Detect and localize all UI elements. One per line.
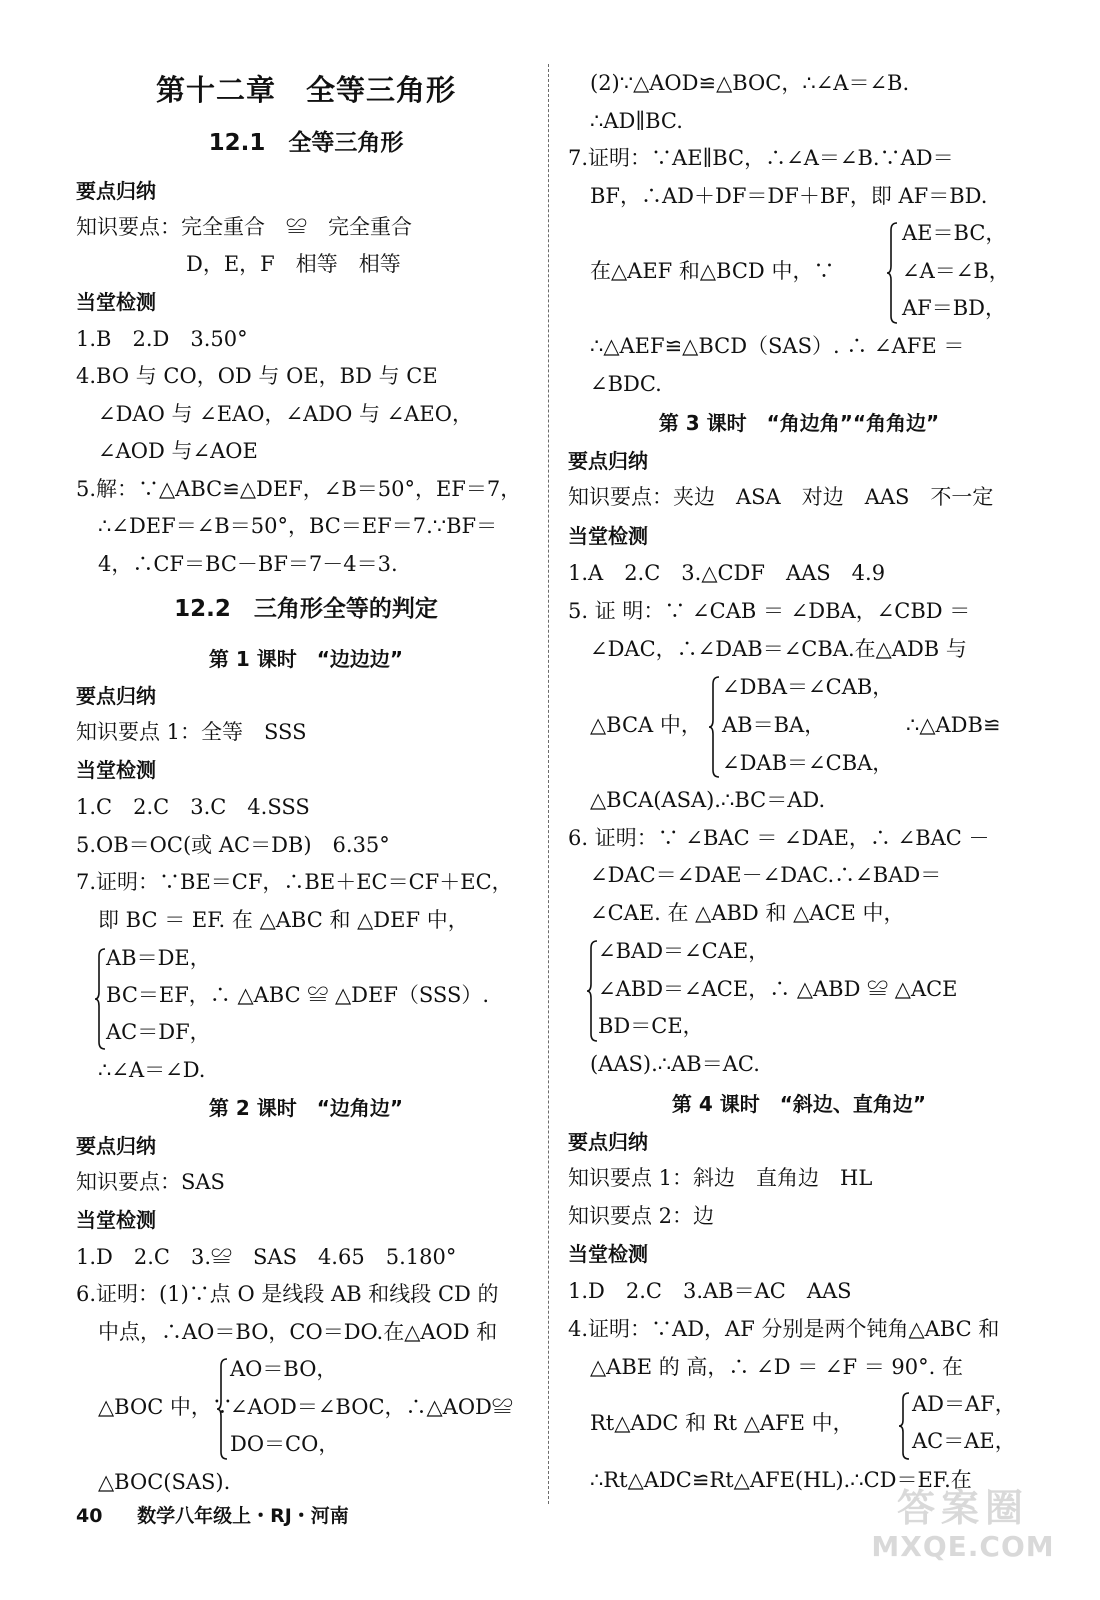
lesson-3-title: 第 3 课时 “角边角”“角角边” [658, 411, 940, 435]
left-brace-icon [886, 222, 898, 324]
watermark-logo [836, 1486, 1090, 1586]
class-check-heading: 当堂检测 [76, 1208, 156, 1232]
equation-line: ∠ABD＝∠ACE，∴ △ABD ≌ △ACE [598, 977, 958, 1001]
answer-line: 6. 证明：∵ ∠BAC ＝ ∠DAE，∴ ∠BAC － [568, 826, 990, 850]
answer-line: △ABE 的 高，∴ ∠D ＝ ∠F ＝ 90°. 在 [590, 1355, 963, 1379]
answer-line: ∴△AEF≌△BCD（SAS）. ∴ ∠AFE ＝ [590, 334, 965, 358]
class-check-heading: 当堂检测 [76, 290, 156, 314]
equation-line: ∠DAB＝∠CBA， [722, 751, 894, 775]
class-check-heading: 当堂检测 [568, 1242, 648, 1266]
answer-line: 5.解：∵△ABC≌△DEF，∠B＝50°，EF＝7， [76, 477, 522, 501]
answer-line: ∴∠A＝∠D. [98, 1058, 206, 1082]
equation-line: AC＝DF， [106, 1020, 211, 1044]
left-brace-icon [586, 940, 598, 1042]
watermark-url: MXQE.COM [871, 1530, 1055, 1563]
answer-line: BF，∴AD＋DF＝DF＋BF，即 AF＝BD. [590, 184, 988, 208]
class-check-heading: 当堂检测 [76, 758, 156, 782]
chapter-title: 第十二章 全等三角形 [155, 73, 456, 107]
equation-line: AD＝AF， [912, 1392, 1016, 1416]
lesson-1-title: 第 1 课时 “边边边” [208, 647, 404, 671]
equation-prefix: 在△AEF 和△BCD 中，∵ [590, 259, 835, 283]
key-points-heading: 要点归纳 [568, 1130, 648, 1154]
answer-line: (2)∵△AOD≌△BOC，∴∠A＝∠B. [590, 71, 910, 95]
equation-line: AB＝BA， [722, 713, 826, 737]
lesson-2-title: 第 2 课时 “边角边” [208, 1096, 404, 1120]
equation-line: AO＝BO， [230, 1357, 338, 1381]
equation-line: ∠DBA＝∠CAB， [722, 675, 894, 699]
equation-prefix: Rt△ADC 和 Rt △AFE 中， [590, 1411, 854, 1435]
left-brace-icon [708, 676, 720, 778]
key-points-heading: 要点归纳 [76, 684, 156, 708]
section-12-2-title: 12.2 三角形全等的判定 [174, 596, 438, 622]
answer-line: 4.证明：∵AD，AF 分别是两个钝角△ABC 和 [568, 1317, 1000, 1341]
equation-line: DO＝CO， [230, 1432, 340, 1456]
equation-line: ∠BAD＝∠CAE， [598, 939, 770, 963]
equation-line: BD＝CE， [598, 1014, 704, 1038]
book-info: 数学八年级上・RJ・河南 [137, 1505, 349, 1527]
answer-line: ∠DAC，∴∠DAB＝∠CBA.在△ADB 与 [590, 637, 967, 661]
right-column [568, 0, 1030, 1540]
equation-line: ∠AOD＝∠BOC，∴△AOD≌ [230, 1395, 513, 1419]
key-points-line: 知识要点：夹边 ASA 对边 AAS 不一定 [568, 485, 994, 509]
answer-line: ∴AD∥BC. [590, 109, 683, 133]
equation-line: BC＝EF，∴ △ABC ≌ △DEF（SSS）. [106, 983, 490, 1007]
answer-line: ∴∠DEF＝∠B＝50°，BC＝EF＝7.∵BF＝ [98, 514, 498, 538]
answer-line: ∠AOD 与∠AOE [98, 439, 258, 463]
lesson-4-title: 第 4 课时 “斜边、直角边” [671, 1092, 927, 1116]
equation-suffix: ∴△ADB≌ [906, 713, 1001, 737]
equation-line: ∠A＝∠B， [902, 259, 1010, 283]
answer-line: ∠BDC. [590, 372, 662, 396]
answer-line: 即 BC ＝ EF. 在 △ABC 和 △DEF 中， [98, 908, 469, 932]
equation-line: AE＝BC， [902, 221, 1007, 245]
left-brace-icon [94, 948, 106, 1050]
equation-prefix: △BCA 中， [590, 713, 702, 737]
key-points-line: 知识要点：SAS [76, 1170, 225, 1194]
equation-prefix: △BOC 中，∵ [98, 1395, 233, 1419]
answer-line: 5.OB＝OC(或 AC＝DB) 6.35° [76, 833, 390, 857]
answer-line: ∠DAO 与 ∠EAO，∠ADO 与 ∠AEO， [98, 402, 473, 426]
answer-line: (AAS).∴AB＝AC. [590, 1052, 760, 1076]
answer-line: ∴Rt△ADC≌Rt△AFE(HL).∴CD＝EF.在 [590, 1468, 972, 1492]
answer-line: 4.BO 与 CO，OD 与 OE，BD 与 CE [76, 364, 438, 388]
equation-line: AF＝BD， [902, 296, 1007, 320]
equation-line: AC＝AE， [912, 1429, 1016, 1453]
page-number: 40 [76, 1505, 103, 1527]
answer-line: 5. 证 明：∵ ∠CAB ＝ ∠DBA，∠CBD ＝ [568, 599, 971, 623]
key-points-line: D，E，F 相等 相等 [186, 252, 401, 276]
answer-line: △BCA(ASA).∴BC＝AD. [590, 788, 826, 812]
column-divider [548, 64, 549, 1504]
watermark-text: 答案圈 [896, 1486, 1029, 1530]
key-points-line: 知识要点 1：斜边 直角边 HL [568, 1166, 873, 1190]
key-points-heading: 要点归纳 [76, 179, 156, 203]
left-column [76, 0, 536, 1540]
answer-line: ∠DAC＝∠DAE－∠DAC.∴∠BAD＝ [590, 863, 942, 887]
answer-line: 1.D 2.C 3.AB＝AC AAS [568, 1279, 852, 1303]
left-brace-icon [898, 1392, 910, 1460]
answer-line: 1.D 2.C 3.≌ SAS 4.65 5.180° [76, 1245, 457, 1269]
answer-line: 1.A 2.C 3.△CDF AAS 4.9 [568, 561, 886, 585]
answer-line: 1.B 2.D 3.50° [76, 327, 248, 351]
answer-line: ∠CAE. 在 △ABD 和 △ACE 中， [590, 901, 905, 925]
key-points-line: 知识要点：完全重合 ≌ 完全重合 [76, 215, 412, 239]
answer-line: 中点，∴AO＝BO，CO＝DO.在△AOD 和 [98, 1320, 498, 1344]
answer-line: 6.证明：(1)∵点 O 是线段 AB 和线段 CD 的 [76, 1282, 499, 1306]
left-brace-icon [216, 1358, 228, 1460]
answer-line: 1.C 2.C 3.C 4.SSS [76, 795, 310, 819]
answer-line: △BOC(SAS). [98, 1470, 231, 1494]
answer-line: 4，∴CF＝BC－BF＝7－4＝3. [98, 552, 398, 576]
section-12-1-title: 12.1 全等三角形 [208, 130, 404, 156]
answer-line: 7.证明：∵BE＝CF，∴BE＋EC＝CF＋EC， [76, 870, 513, 894]
page-footer [76, 1502, 349, 1530]
key-points-line: 知识要点 1：全等 SSS [76, 720, 307, 744]
key-points-heading: 要点归纳 [76, 1134, 156, 1158]
equation-line: AB＝DE， [106, 946, 211, 970]
key-points-line: 知识要点 2：边 [568, 1204, 715, 1228]
key-points-heading: 要点归纳 [568, 449, 648, 473]
class-check-heading: 当堂检测 [568, 524, 648, 548]
answer-line: 7.证明：∵AE∥BC，∴∠A＝∠B.∵AD＝ [568, 146, 954, 170]
